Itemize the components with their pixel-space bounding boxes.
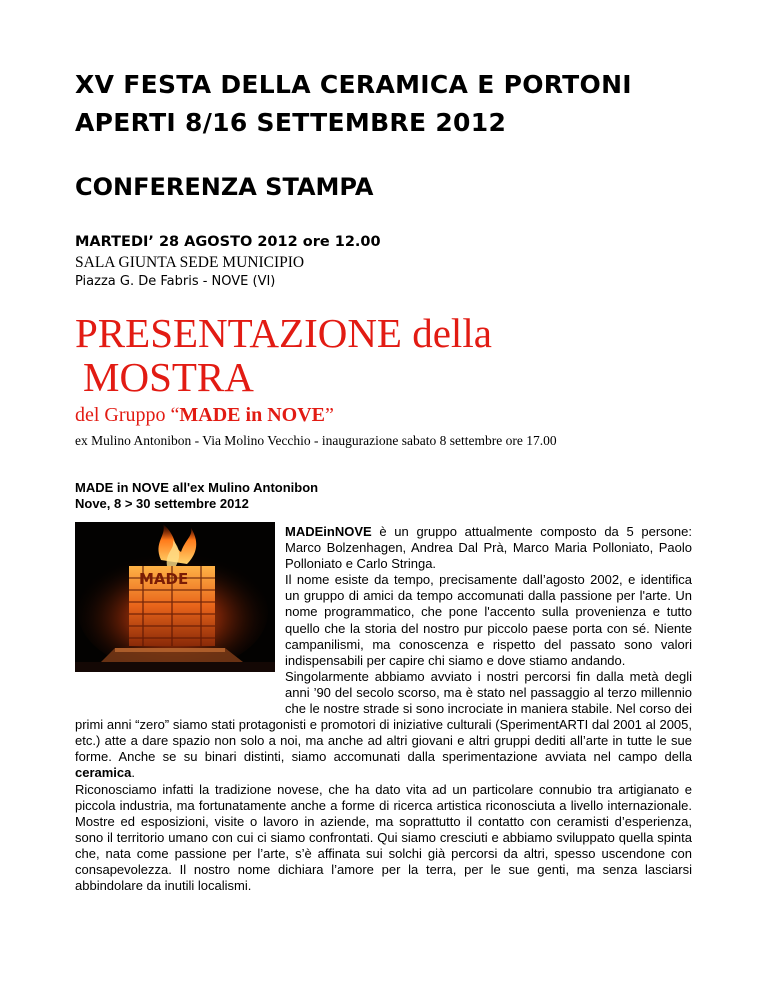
conference-venue: SALA GIUNTA SEDE MUNICIPIO <box>75 254 305 271</box>
body-paragraph-4: Riconosciamo infatti la tradizione novese, che ha dato vita ad un particolare connubio tra artigianato e piccola industria, ma fortunatamente anche a forme di ricerca artistica riconosciuta a livello internazionale. Mostre ed esposizioni, visite o lavoro in aziende, ma soprattutto il contatto con ceramisti d’esperienza, sono il territorio umano con cui ci siamo confrontati. Qui siamo cresciuti e abbiamo sviluppato quella spinta che, nata come passione per l’arte, s’è affinata sui solchi già percorsi da altri, spesso uscendone con consapevolezza. Il nostro nome dichiara l’amore per la terra, per le sue genti, ma senza lasciarsi abbindolare da inutili localismi. <box>75 781 692 894</box>
group-prefix: del Gruppo “ <box>75 404 180 426</box>
document-title <box>75 66 715 142</box>
body-paragraph-2: Il nome esiste da tempo, precisamente dall’agosto 2002, e identifica un gruppo di amici da tempo accomunati dalla passione per l'arte. Un nome programmatico, che pone l'accento sulla provenienza e tutto quello che la storia del nostro pur piccolo paese porta con sé. Niente campanilismi, ma conoscenza e rispetto del passato sono valori indispensabili per capire chi siamo e dove stiamo andando. <box>285 572 692 668</box>
body-paragraph-3-text: Singolarmente abbiamo avviato i nostri percorsi fin dalla metà degli anni ’90 del secolo scorso, ma è stato nel passaggio al terzo millennio che le nostre strade si sono incrociate in maniera stabile. Nel corso dei primi anni “zero” siamo stati protagonisti e promotori di iniziative culturali (SperimentARTI dal 2001 al 2005, etc.) atte a dare spazio non solo a noi, ma anche ad altri giovani e altri gruppi dediti all’arte in tutte le sue forme. Anche se su binari distinti, siamo accomunati dalla sperimentazione avviata nel campo della <box>75 668 692 765</box>
title-line-2: APERTI 8/16 SETTEMBRE 2012 <box>75 108 507 137</box>
photo-engraved-text: MADE <box>139 570 189 588</box>
exhibit-location: ex Mulino Antonibon - Via Molino Vecchio - inaugurazione sabato 8 settembre ore 17.00 <box>75 433 557 448</box>
conference-heading: CONFERENZA STAMPA <box>75 173 374 201</box>
group-name: MADE in NOVE <box>179 404 325 426</box>
title-line-1: XV FESTA DELLA CERAMICA E PORTONI <box>75 70 632 99</box>
exhibit-heading <box>75 480 318 512</box>
body-paragraph-3-end: . <box>131 765 136 781</box>
exhibit-heading-line-2: Nove, 8 > 30 settembre 2012 <box>75 496 249 511</box>
presentation-line-1: PRESENTAZIONE della <box>75 310 492 356</box>
group-suffix: ” <box>325 404 334 426</box>
group-name-bold: MADEinNOVE <box>285 524 372 539</box>
photo-text-wrap-spacer <box>75 524 285 716</box>
exhibit-heading-line-1: MADE in NOVE all'ex Mulino Antonibon <box>75 480 319 495</box>
body-text <box>75 524 692 894</box>
presentation-line-2: MOSTRA <box>83 354 254 400</box>
conference-date: MARTEDI’ 28 AGOSTO 2012 ore 12.00 <box>75 234 381 250</box>
presentation-heading <box>75 311 492 399</box>
conference-address: Piazza G. De Fabris - NOVE (VI) <box>75 274 276 289</box>
body-paragraph-1-text: è un gruppo attualmente composto da 5 persone: Marco Bolzenhagen, Andrea Dal Prà, Marco Maria Polloniato, Paolo Polloniato e Carlo Stringa. <box>285 524 692 572</box>
group-line <box>75 402 334 428</box>
ceramica-bold: ceramica <box>75 765 132 781</box>
